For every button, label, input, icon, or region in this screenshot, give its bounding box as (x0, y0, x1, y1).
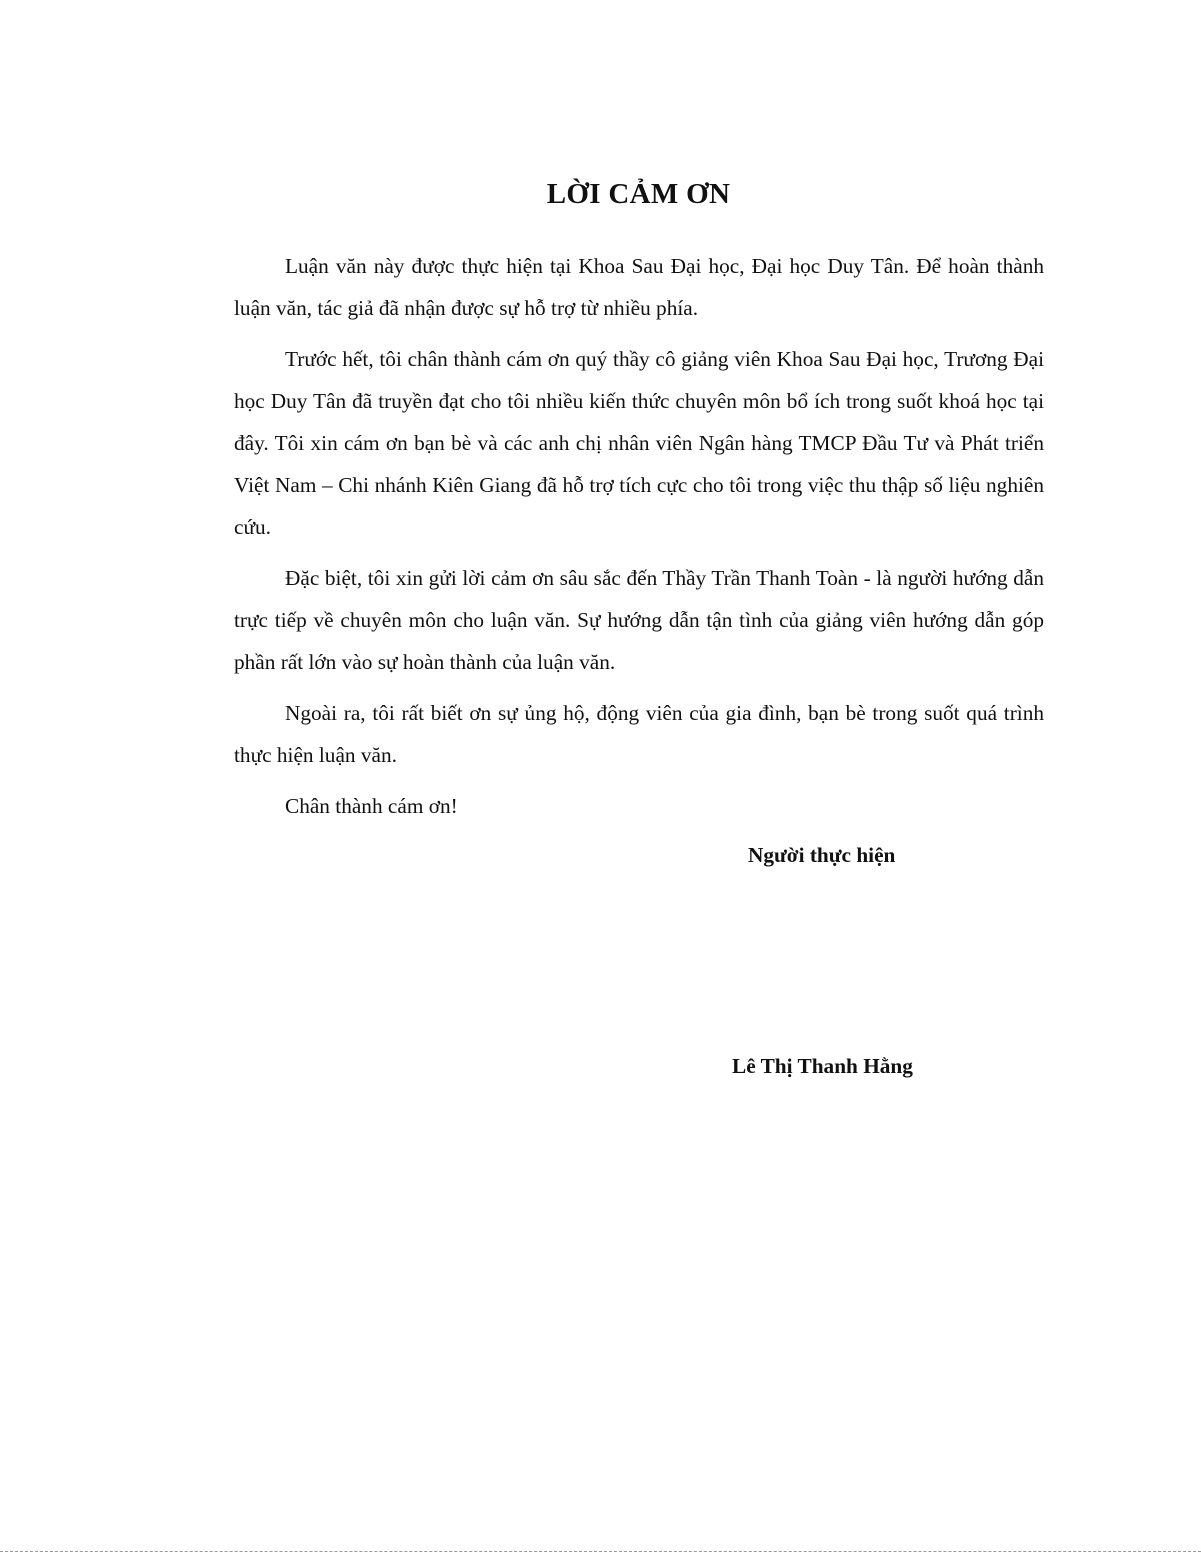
paragraph-thanks-family: Ngoài ra, tôi rất biết ơn sự ủng hộ, động viên của gia đình, bạn bè trong suốt quá trình thực hiện luận văn. (234, 701, 1044, 767)
signer-role: Người thực hiện (748, 843, 896, 867)
page-title: LỜI CẢM ƠN (546, 178, 731, 210)
paragraph-thanks-supervisor: Đặc biệt, tôi xin gửi lời cảm ơn sâu sắc đến Thầy Trần Thanh Toàn - là người hướng dẫn trực tiếp về chuyên môn cho luận văn. Sự hướng dẫn tận tình của giảng viên hướng dẫn góp phần rất lớn vào sự hoàn thành của luận văn. (234, 566, 1044, 674)
acknowledgement-body (234, 245, 1044, 836)
paragraph-thanks-faculty: Trước hết, tôi chân thành cám ơn quý thầy cô giảng viên Khoa Sau Đại học, Trương Đại học Duy Tân đã truyền đạt cho tôi nhiều kiến thức chuyên môn bổ ích trong suốt khoá học tại đây. Tôi xin cám ơn bạn bè và các anh chị nhân viên Ngân hàng TMCP Đầu Tư và Phát triển Việt Nam – Chi nhánh Kiên Giang đã hỗ trợ tích cực cho tôi trong việc thu thập số liệu nghiên cứu. (234, 347, 1044, 539)
page-bottom-divider (0, 1551, 1201, 1552)
paragraph-intro: Luận văn này được thực hiện tại Khoa Sau Đại học, Đại học Duy Tân. Để hoàn thành luận văn, tác giả đã nhận được sự hỗ trợ từ nhiều phía. (234, 254, 1044, 320)
paragraph-closing: Chân thành cám ơn! (285, 794, 458, 818)
signer-name: Lê Thị Thanh Hằng (732, 1054, 913, 1078)
